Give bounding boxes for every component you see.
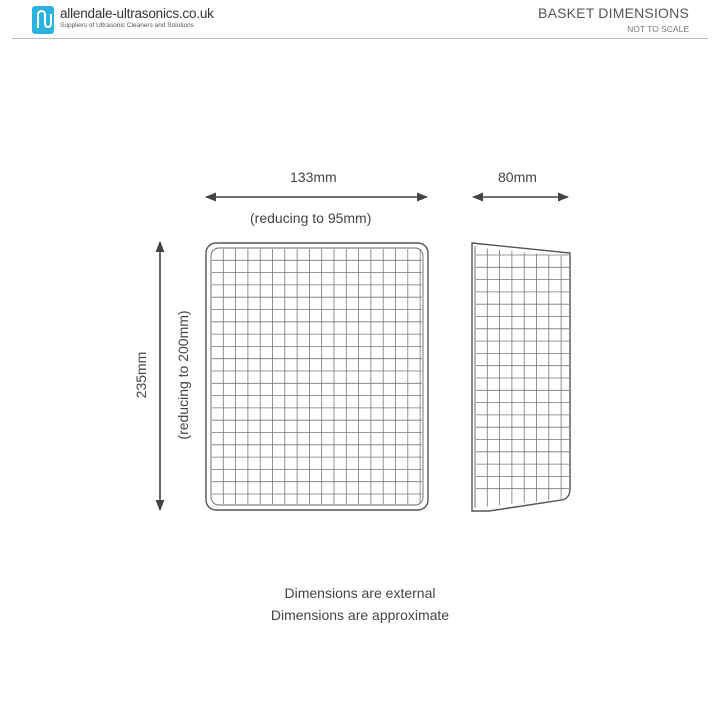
basket-top-view [206, 243, 428, 510]
basket-side-view [472, 243, 570, 511]
page-title: BASKET DIMENSIONS [538, 5, 689, 21]
depth-label: 80mm [498, 169, 537, 185]
length-label: 235mm [133, 351, 149, 399]
note-external: Dimensions are external [284, 585, 436, 601]
width-note: (reducing to 95mm) [250, 210, 372, 226]
width-label: 133mm [290, 169, 337, 185]
brand-name: allendale-ultrasonics.co.uk [60, 6, 214, 21]
brand-tagline: Suppliers of Ultrasonic Cleaners and Solutions [60, 22, 195, 29]
page-subtitle: NOT TO SCALE [627, 24, 689, 34]
note-approximate: Dimensions are approximate [270, 607, 450, 623]
length-note: (reducing to 200mm) [175, 310, 191, 440]
